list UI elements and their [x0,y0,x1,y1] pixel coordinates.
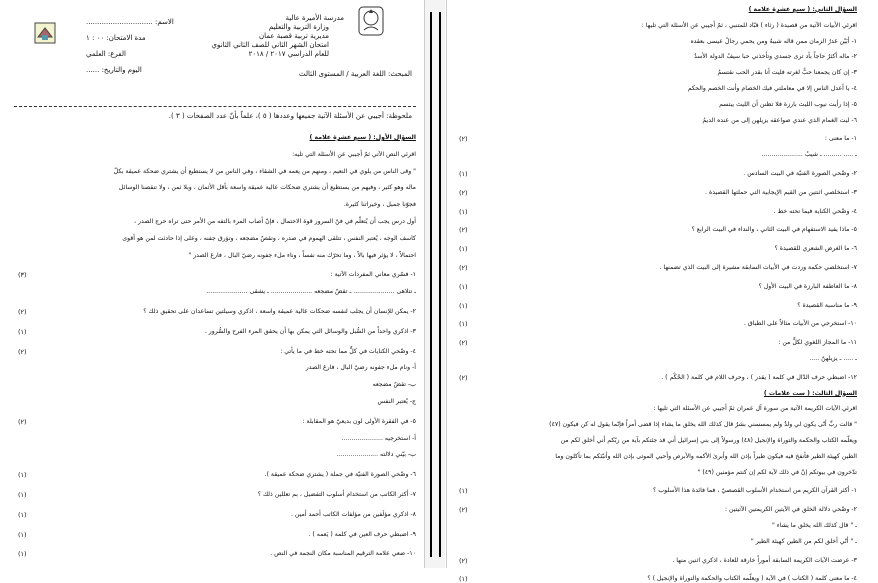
left-line: ٣- اذكري واحداً من السُّبل والوسائل التي يمكن بها أن يحقق المرء الفرح والسُّرور . [204,327,416,335]
right-line: ٤- ما معنى كلمة ( الكتاب ) في الآية ( ويعلّمه الكتاب والحكمة والتوراة والإنجيل ) ؟ [647,575,857,583]
right-mark: (٢) [459,135,468,144]
left-line: ١٠- ضعي علامة الترقيم المناسبة مكان النجمة في النص . [270,550,416,558]
right-line: ٣- إن كان يجمعنا حبٌّ لغرته فليت أنا بقدر الحب نقتسمُ [717,69,857,77]
right-mark: (٢) [459,226,468,235]
right-mark: (١) [459,575,468,583]
right-line: السؤال الثاني: ( سبع عشرة علامة ) [748,6,857,13]
right-line: ١١- ما المجاز اللغوي لكلٍّ من : [778,339,857,347]
left-line: ٢- يمكن للإنسان أن يجلب لنفسه ضحكات عالية عميقة واسعة ، اذكري وسيلتين تساعدان على تحقيق ذلك ؟ [143,308,416,315]
right-line: ٦- ليت الغمام الذي عندي صواعقه يزيلهن إلى من عنده الديمُ [702,116,857,124]
column-rule [439,12,441,557]
header-right-line: امتحان الشهر الثاني للصف الثاني الثانوي [211,41,329,49]
exam-note: ملحوظة: أجيبي عن الأسئلة الآتية جميعها وعددها ( ٥ )، علماً بأنّ عدد الصفحات ( ٣ ). [168,112,412,120]
left-line: ١- فسّري معاني المفردات الآتية : [330,271,416,279]
header-divider [14,106,416,107]
right-mark: (١) [459,320,468,329]
right-line: ٤- وضّحي الكناية فيما تحته خط . [773,207,857,215]
right-line: ١- أبَيْن غدرُ الزمان ممن قاله شبيهٌ ومن يحمي رجالُ عيسى بعقده [690,37,857,45]
right-line: ٧- استخلصي حكمة وردت في الأبيات السابقة مشيرة إلى البيت الذي تضمنها . [659,264,857,271]
exam-page-1 [6,0,425,568]
header-right-line: للعام الدراسي ٢٠١٧ / ٢٠١٨ [248,50,329,58]
right-mark: (٢) [459,339,468,348]
right-line: " قالت ربِّ أنّى يكون لي ولدٌ ولم يمسسني بشرٌ قال كذلك الله يخلق ما يشاء إذا قضى أمراً فإنّما يقول له كن فيكون (٤٧) [549,421,857,429]
right-line: ـ " قال كذلك الله يخلق ما يشاء " [771,522,857,529]
left-line: أ- استخرجيه ..................... [341,434,416,442]
column-rule [430,12,432,557]
left-line: ب- بيّني دلالته ..................... [336,451,416,459]
left-line: ب- تقضّ مضجعه [372,381,416,389]
left-mark: (٢) [18,308,27,316]
left-line: " وقى الناس من يلوي في النعيم ، ومنهم من يعمه في الشقاء ، وفي الناس من لا يستطيع أن يشتري ضحكة عميقة بكلّ [113,167,416,175]
right-mark: (٢) [459,264,468,272]
exam-subject: المبحث: اللغة العربية / المستوى الثالث [298,70,412,78]
right-line: ٣- عرضت الآيات الكريمة السابقة أموراً خارقة للعادة ، اذكري اثنين منها . [672,556,857,564]
right-mark: (٢) [459,556,468,565]
right-line: تدّخرون في بيوتكم إنّ في ذلك لآية لكم إن كنتم مؤمنين (٤٩) " [697,468,857,476]
left-mark: (١) [18,510,27,519]
right-line: ١٢- اضبطي حرف الدّال في كلمة ( يقدر ) ، وحرف اللام في كلمة ( الحُكْم ) . [661,373,857,381]
right-mark: (١) [459,207,468,216]
left-line: ـ تتلاهى ..................... ـ تقضّ مضجعه ..................... ـ يشقى ..................... [206,288,416,296]
left-line: ٦- وضّحي الصورة الفنيّة في جملة ( يشتري ضحكة عميقة ). [264,471,416,479]
right-line: ٢- ماله أكثرُ حاجاً بأد ترى جسدي وتأخذني حبا سيفُ الدولة الأسدُ [693,53,857,61]
right-line: ٥- ماذا يفيد الاستفهام في البيت الثاني ، والنداء في البيت الرابع ؟ [691,226,857,234]
right-line: ـ " أنّي أخلق لكم من الطين كهيئة الطير " [750,537,857,545]
right-line: الطين كهيئة الطير فأنفخ فيه فيكون طيراً بإذن الله وأبرئ الأكمه والأبرص وأحيي الموتى بإذن الله وأنبّئكم بما تأكلون وما [555,452,857,460]
right-line: ٥- إذا رأيت نيوب الليث بارزة فلا تظنن أن الليث يبتسم [719,100,857,108]
left-mark: (١) [18,491,27,499]
right-line: ٦- ما الغرض الشعري للقصيدة ؟ [774,245,857,253]
left-mark: (١) [18,530,27,539]
left-line: ماله وهو كثير ، وفيهم من يستطيع أن يشتري ضحكات عالية عميقة واسعة بأقل الأثمان ، وبلا ثمن ، ولا تنقصنا الوسائل [118,184,416,192]
left-mark: (٣) [18,271,27,280]
right-line: ١- ما معنى : [824,135,857,143]
right-line: السؤال الثالث: ( ست علامات ) [763,389,857,397]
school-emblem-icon [34,22,56,44]
right-line: ويعلّمه الكتاب والحكمة والتوراة والإنجيل (٤٨) ورسولاً إلى بني إسرائيل أني قد جئتكم بآية من ربّكم أني أخلق لكم من [560,437,857,444]
right-line: اقرئي الأبيات الآتية من قصيدة ( رثاء ) قبّاد للمتنبي ، ثمّ أجيبي عن الأسئلة التي تليها : [641,21,857,29]
right-line: ٢- وضّحي الصورة الفنيّة في البيت السادس . [743,170,857,177]
right-mark: (١) [459,170,468,178]
right-mark: (١) [459,245,468,254]
right-line: ٢- وضّحي دلالة الخلق في الآيتين الكريمتين الآتيتين : [724,506,857,514]
right-line: ١- أكثر القرآن الكريم من استخدام الأسلوب القصصيّ ، فما فائدة هذا الأسلوب ؟ [653,487,857,495]
header-right-line: مديرية تربية قصبة عمان [258,32,329,40]
left-line: فجوّنا جميل ، وخيراتنا كثيرة. [343,201,416,209]
right-mark: (٢) [459,373,468,382]
header-left-line: اليوم والتاريخ: ...... [86,66,142,74]
jordan-crest-icon [358,6,384,36]
left-mark: (١) [18,471,27,480]
right-mark: (١) [459,487,468,496]
right-line: ٨- ما العاطفة البارزة في البيت الأول ؟ [758,282,857,290]
left-line: ٩- اضبطي حرف العين في كلمة ( يَعمه ) . [308,530,416,538]
header-left-line: الفرع: العلمي [86,50,126,58]
right-mark: (١) [459,282,468,291]
right-line: ـ ..... ـ يزيلهنّ ..... [809,355,857,362]
left-line: السؤال الأول: ( سبع عشرة علامة ) [309,134,416,141]
left-line: ٥- في الفقرة الأولى لون بديعيّ هو المقابلة : [302,417,416,425]
right-mark: (٢) [459,506,468,515]
left-line: اقرئي النص الآتي ثمّ أجيبي عن الأسئلة التي تليه: [292,150,416,158]
left-line: ٧- أكثر الكاتب من استخدام أسلوب التفضيل ، بم تعللين ذلك ؟ [257,491,416,498]
right-line: ـ ..... ......... ـ شيبُ ..................... [761,151,857,159]
left-line: أ- ونام ملء جفونه رضيّ البال ، فارغ الصدر [305,364,416,372]
left-line: ج- يُعتبر النفس [377,398,416,405]
left-line: كاسف الوجه ، يُعتبر النفس ، تتلقى الهموم في صدره ، وتقصّ مضجعه ، وتؤرق جفنه ، وعلى إذا حادثت لمن هو أقوى [122,234,416,242]
header-right-line: مدرسة الأميرة عالية [285,14,344,22]
right-line: ٩- ما مناسبة القصيدة ؟ [797,301,857,309]
right-line: ٣- استخلصي اثنتين من القيم الإيجابية التي حملتها القصيدة . [705,188,857,196]
right-mark: (٢) [459,188,468,197]
header-left-line: الاسم: .............................. [86,18,174,26]
header-right-line: وزارة التربية والتعليم [268,23,329,31]
left-line: احتمالاً ، لا يؤثر فيها بالاً ، وما تحرّك منه نفساً ، وناء ملء جفونه رضيّ البال ، فارغ الصدر " [188,251,416,259]
right-line: اقرئي الآيات الكريمة الآتية من سورة آل عمران ثمّ أجيبي عن الأسئلة التي تليها : [653,405,857,413]
left-line: ٨- اذكري مؤلَفين من مؤلفات الكاتب أحمد أمين . [291,510,416,518]
right-line: ٤- يا أعدل الناس إلا في معاملتي فيك الخصام وأنت الخصم والحكم [687,85,857,92]
left-mark: (٢) [18,347,27,356]
left-line: أول درس يجب أن يُتعلّم في فنّ السرور قوة الاحتمال ، فإنّ أصاب المرء بالتفه من الأمر حتى تراه حرج الصدر ، [134,218,416,225]
right-mark: (١) [459,301,468,310]
right-line: ١٠- استخرجي من الأبيات مثالاً على الطباق . [743,320,857,328]
left-mark: (١) [18,550,27,559]
page-gutter [425,0,445,568]
header-left-line: مدة الامتحان: ٠٠ : ١ [86,34,146,42]
exam-page-2 [446,0,865,583]
left-mark: (١) [18,327,27,336]
left-mark: (٢) [18,417,27,426]
left-line: ٤- وضّحي الكنايات في كلٍّ مما تحته خط في ما يأتي : [280,347,416,355]
